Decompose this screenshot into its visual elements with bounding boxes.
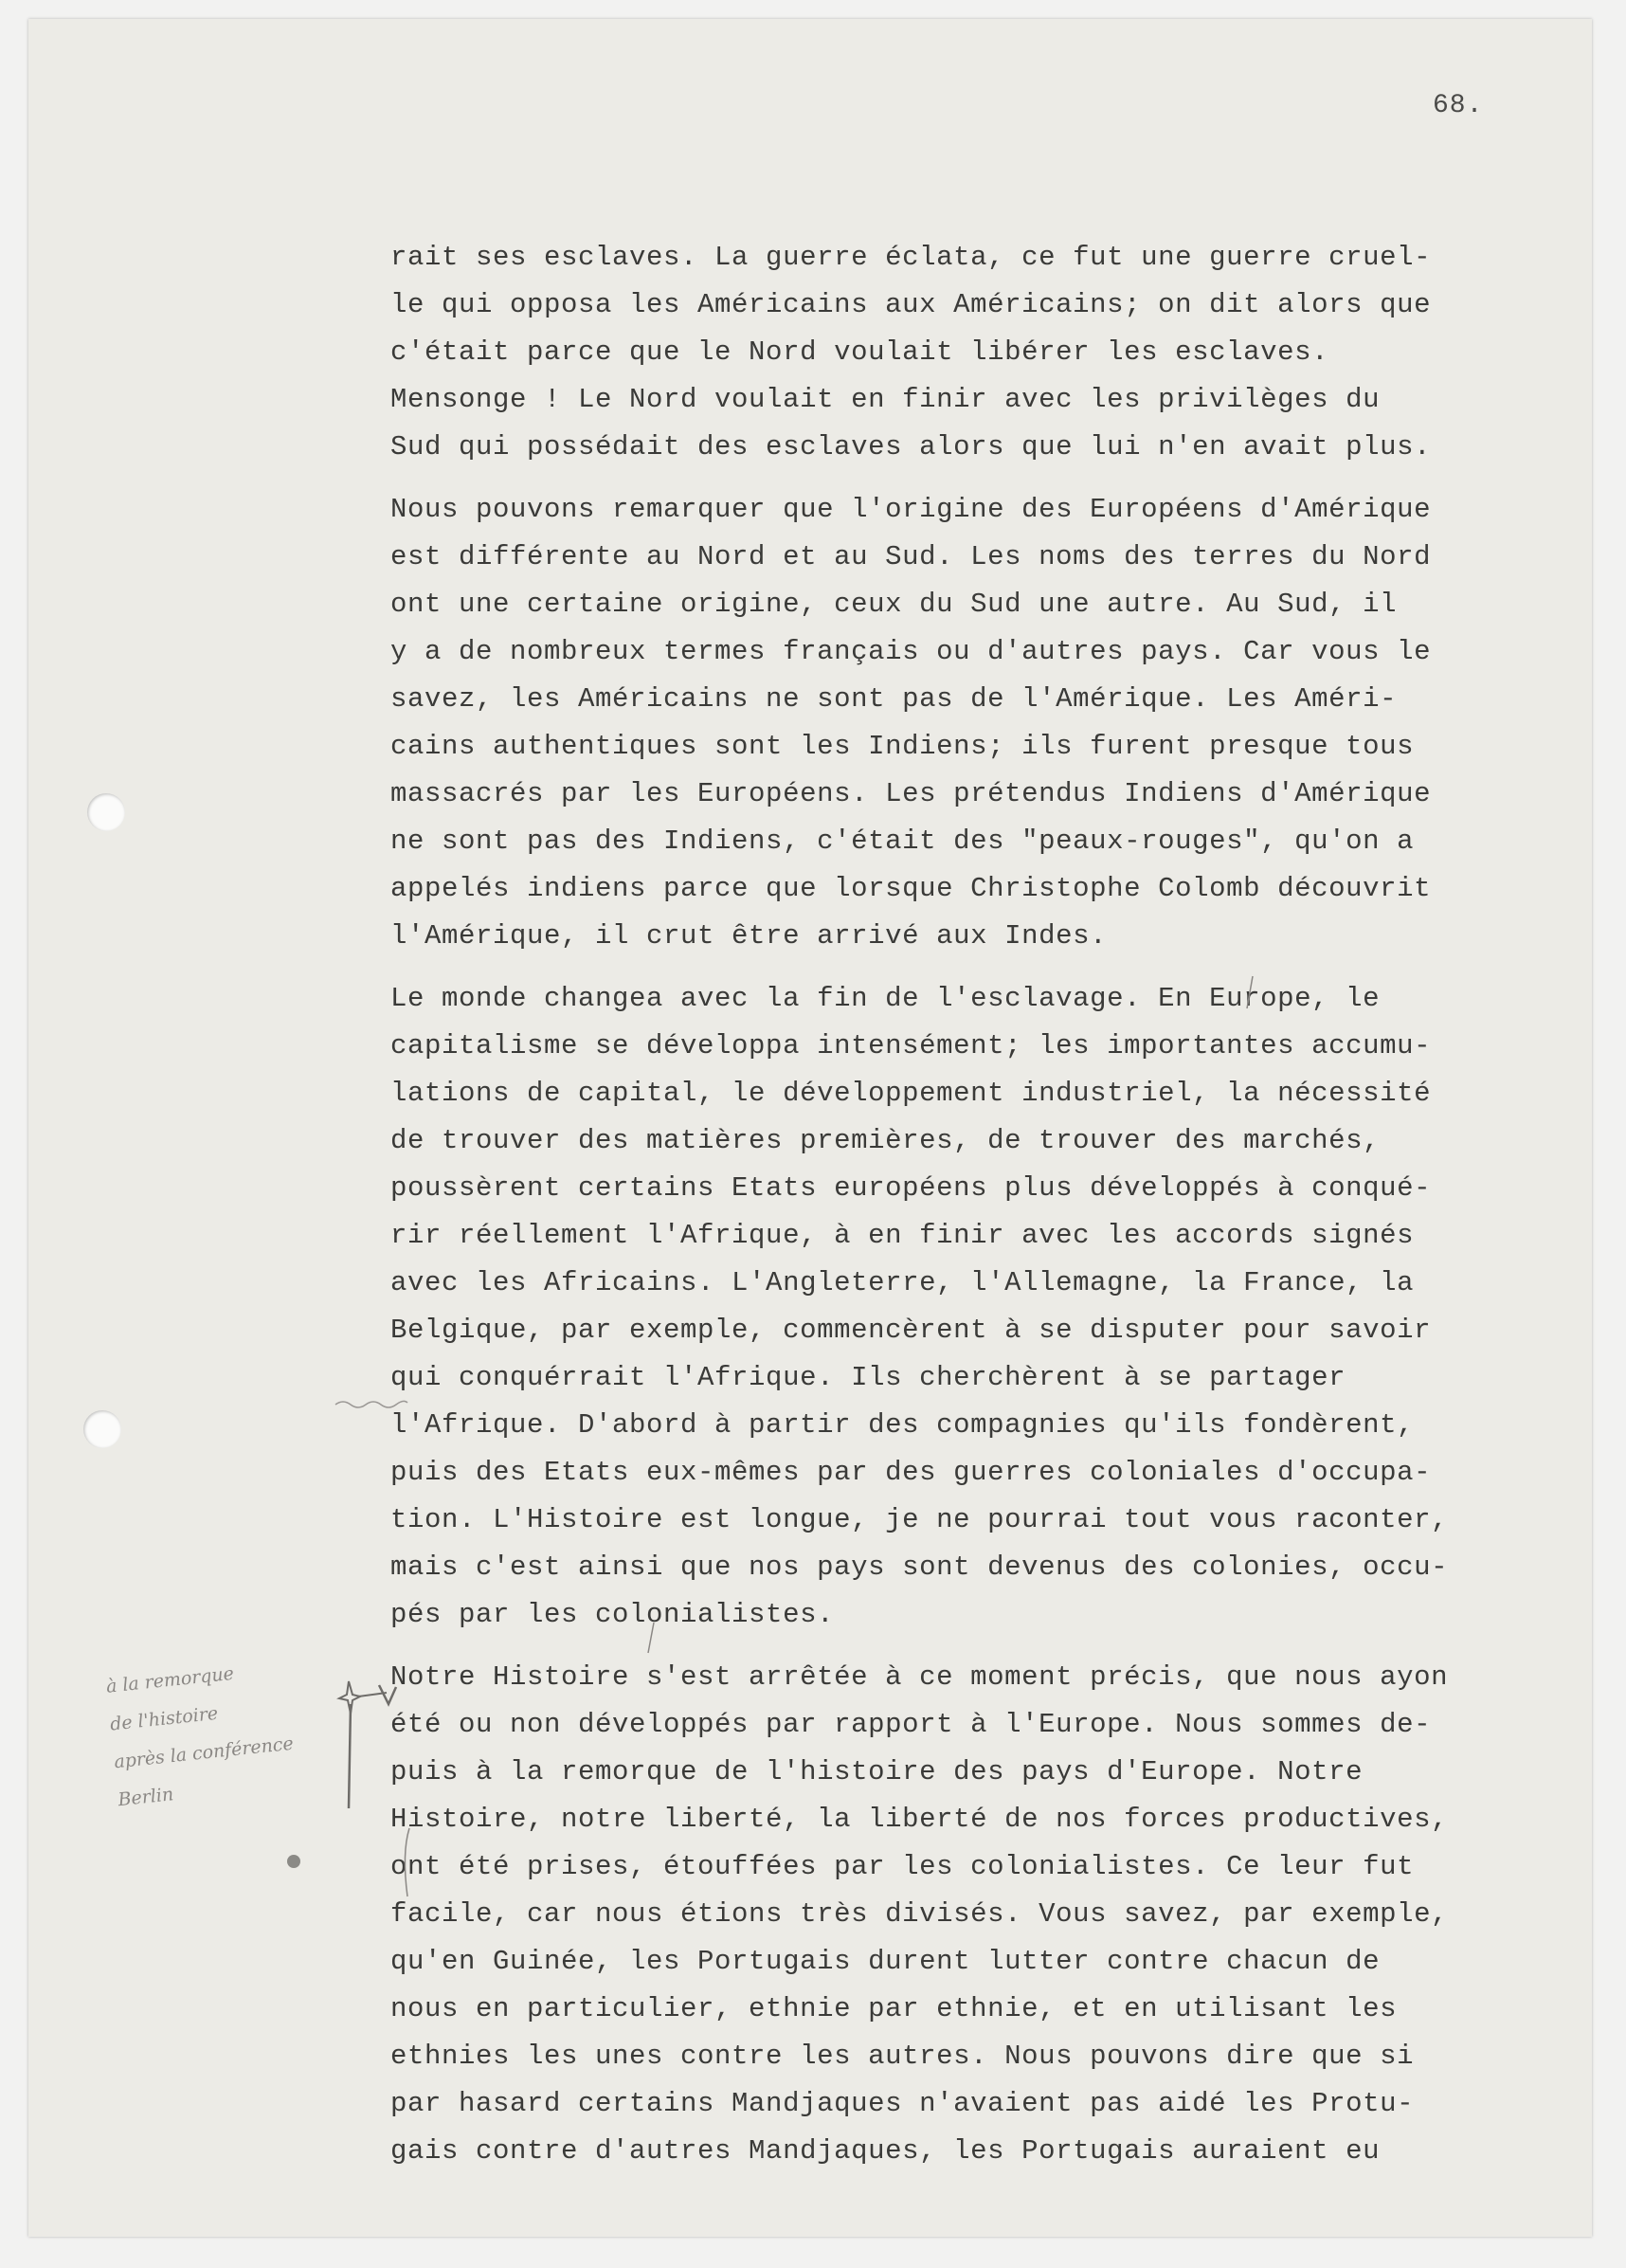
text-line: l'Afrique. D'abord à partir des compagnies qu'ils fondèrent, bbox=[390, 1409, 1415, 1441]
text-line: est différente au Nord et au Sud. Les noms des terres du Nord bbox=[390, 541, 1432, 572]
text-line: y a de nombreux termes français ou d'autres pays. Car vous le bbox=[390, 636, 1432, 667]
text-line: pés par les colonialistes. bbox=[390, 1599, 835, 1630]
text-line: ethnies les unes contre les autres. Nous pouvons dire que si bbox=[390, 2041, 1415, 2072]
text-line: de trouver des matières premières, de trouver des marchés, bbox=[390, 1125, 1381, 1156]
text-line: lations de capital, le développement industriel, la nécessité bbox=[390, 1078, 1432, 1109]
text-line: c'était parce que le Nord voulait libérer les esclaves. bbox=[390, 336, 1329, 368]
paragraph-4 bbox=[390, 1654, 1603, 2175]
handwritten-margin-note bbox=[104, 1645, 336, 1819]
insertion-mark-icon bbox=[332, 1676, 407, 1818]
text-line: capitalisme se développa intensément; les importantes accumu- bbox=[390, 1030, 1432, 1061]
text-line: qui conquérrait l'Afrique. Ils cherchèrent à se partager bbox=[390, 1362, 1346, 1393]
text-line: l'Amérique, il crut être arrivé aux Indes. bbox=[390, 920, 1108, 952]
margin-dash-mark bbox=[334, 1393, 409, 1412]
text-line: Notre Histoire s'est arrêtée à ce moment précis, que nous ayon bbox=[390, 1661, 1449, 1693]
margin-note-line: Berlin bbox=[117, 1784, 175, 1811]
text-line: avec les Africains. L'Angleterre, l'Allemagne, la France, la bbox=[390, 1267, 1415, 1298]
text-line: ont été prises, étouffées par les colonialistes. Ce leur fut bbox=[390, 1851, 1415, 1882]
text-line: puis à la remorque de l'histoire des pays d'Europe. Notre bbox=[390, 1756, 1364, 1787]
text-line: poussèrent certains Etats européens plus développés à conqué- bbox=[390, 1172, 1432, 1204]
paragraph-1 bbox=[390, 234, 1603, 471]
text-line: Belgique, par exemple, commencèrent à se disputer pour savoir bbox=[390, 1315, 1432, 1346]
text-line: puis des Etats eux-mêmes par des guerres coloniales d'occupa- bbox=[390, 1457, 1432, 1488]
punch-hole-top bbox=[87, 793, 125, 831]
text-line: qu'en Guinée, les Portugais durent lutter contre chacun de bbox=[390, 1946, 1381, 1977]
page-number: 68. bbox=[1433, 91, 1484, 120]
paragraph-3 bbox=[390, 975, 1603, 1639]
punch-hole-bottom bbox=[83, 1410, 121, 1448]
text-line: ne sont pas des Indiens, c'était des "peaux-rouges", qu'on a bbox=[390, 826, 1415, 857]
text-line: rait ses esclaves. La guerre éclata, ce fut une guerre cruel- bbox=[390, 242, 1432, 273]
text-line: tion. L'Histoire est longue, je ne pourrai tout vous raconter, bbox=[390, 1504, 1449, 1535]
text-line: Sud qui possédait des esclaves alors que lui n'en avait plus. bbox=[390, 431, 1432, 463]
text-line: massacrés par les Européens. Les prétendus Indiens d'Amérique bbox=[390, 778, 1432, 809]
margin-note-line: de l'histoire bbox=[109, 1702, 220, 1735]
text-line: mais c'est ainsi que nos pays sont devenus des colonies, occu- bbox=[390, 1551, 1449, 1583]
margin-bracket-mark bbox=[398, 1824, 417, 1900]
text-line: Histoire, notre liberté, la liberté de nos forces productives, bbox=[390, 1804, 1449, 1835]
text-line: Nous pouvons remarquer que l'origine des Européens d'Amérique bbox=[390, 494, 1432, 525]
text-line: été ou non développés par rapport à l'Europe. Nous sommes de- bbox=[390, 1709, 1432, 1740]
text-line: Mensonge ! Le Nord voulait en finir avec les privilèges du bbox=[390, 384, 1381, 415]
text-line: facile, car nous étions très divisés. Vous savez, par exemple, bbox=[390, 1898, 1449, 1930]
text-line: savez, les Américains ne sont pas de l'Amérique. Les Améri- bbox=[390, 683, 1398, 715]
text-line: par hasard certains Mandjaques n'avaient pas aidé les Protu- bbox=[390, 2088, 1415, 2119]
body-text bbox=[390, 234, 1603, 2190]
text-line: le qui opposa les Américains aux Américains; on dit alors que bbox=[390, 289, 1432, 320]
paragraph-2 bbox=[390, 486, 1603, 960]
margin-note-line: après la conférence bbox=[113, 1733, 295, 1773]
text-line: rir réellement l'Afrique, à en finir avec les accords signés bbox=[390, 1220, 1415, 1251]
ink-blot-mark bbox=[282, 1850, 305, 1873]
margin-note-line: à la remorque bbox=[104, 1662, 235, 1697]
text-line: Le monde changea avec la fin de l'esclavage. En Europe, le bbox=[390, 983, 1381, 1014]
text-line: cains authentiques sont les Indiens; ils furent presque tous bbox=[390, 731, 1415, 762]
pencil-tick-mark bbox=[1239, 974, 1258, 1012]
text-line: ont une certaine origine, ceux du Sud une autre. Au Sud, il bbox=[390, 589, 1398, 620]
text-line: appelés indiens parce que lorsque Christophe Colomb découvrit bbox=[390, 873, 1432, 904]
text-line: nous en particulier, ethnie par ethnie, et en utilisant les bbox=[390, 1993, 1398, 2024]
text-line: gais contre d'autres Mandjaques, les Portugais auraient eu bbox=[390, 2135, 1381, 2167]
pencil-tick-mark bbox=[641, 1621, 659, 1659]
